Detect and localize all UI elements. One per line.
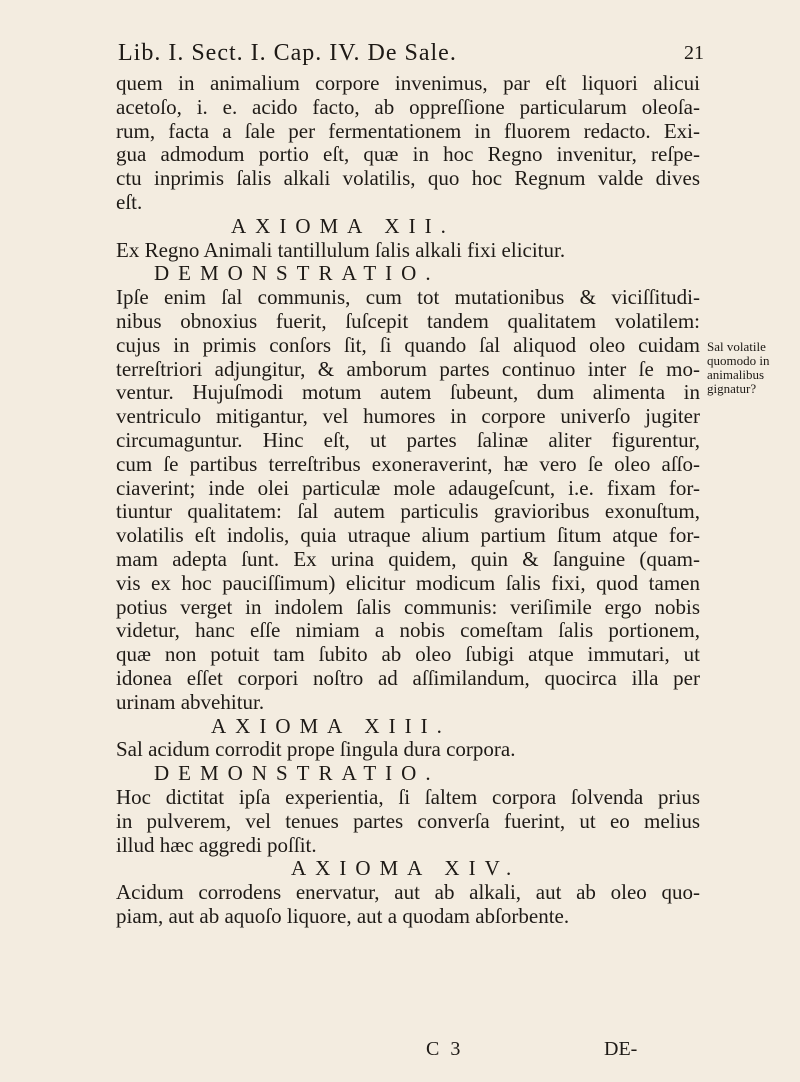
text-line: quæ non potuit tam ſubito ab oleo ſubigi atque immutari, ut bbox=[116, 642, 700, 667]
text-line: piam, aut ab aquoſo liquore, aut a quodam abſorbente. bbox=[116, 903, 570, 928]
text-line: Acidum corrodens enervatur, aut ab alkali, aut ab oleo quo- bbox=[116, 880, 700, 905]
signature-mark: C 3 bbox=[426, 1038, 464, 1060]
text-line: ciaverint; inde olei particulæ mole adaugeſcunt, i.e. fixam for- bbox=[116, 475, 700, 500]
text-line: circumaguntur. Hinc eſt, ut partes ſalinæ aliter figurentur, bbox=[116, 427, 700, 452]
text-line: potius verget in indolem ſalis communis: veriſimile ergo nobis bbox=[116, 594, 700, 619]
text-line: ctu inprimis ſalis alkali volatilis, quo hoc Regnum valde dives bbox=[116, 166, 700, 191]
text-line: rum, facta a ſale per fermentationem in fluorem redacto. Exi- bbox=[116, 118, 700, 143]
text-line: Hoc dictitat ipſa experientia, ſi ſaltem corpora ſolvenda prius bbox=[116, 784, 700, 809]
running-head: Lib. I. Sect. I. Cap. IV. De Sale. bbox=[118, 40, 457, 66]
text-line: cum ſe partibus terreſtribus exoneraverint, hæ vero ſe oleo aſſo- bbox=[116, 451, 700, 476]
section-heading: AXIOMA XIV. bbox=[291, 856, 521, 881]
text-line: Ex Regno Animali tantillulum ſalis alkali fixi elicitur. bbox=[116, 237, 566, 262]
text-line: acetoſo, i. e. acido facto, ab oppreſſione particularum oleoſa- bbox=[116, 94, 700, 119]
text-line: Sal acidum corrodit prope ſingula dura corpora. bbox=[116, 737, 516, 762]
margin-note-line: Sal volatile bbox=[707, 339, 766, 354]
text-line: ventur. Hujuſmodi motum autem ſubeunt, dum alimenta in bbox=[116, 380, 700, 405]
margin-note-line: gignatur? bbox=[707, 381, 757, 396]
text-line: vis ex hoc pauciſſimum) elicitur modicum ſalis fixi, quod tamen bbox=[116, 570, 700, 595]
margin-note bbox=[707, 340, 797, 396]
page-footer bbox=[0, 1038, 800, 1068]
text-line: tiuntur qualitatem: ſal autem particulis gravioribus exonuſtum, bbox=[116, 499, 700, 524]
text-line: mam adepta ſunt. Ex urina quidem, quin & ſanguine (quam- bbox=[116, 546, 700, 571]
section-heading: AXIOMA XIII. bbox=[211, 713, 451, 738]
body-text bbox=[116, 72, 700, 929]
text-line: illud hæc aggredi poſſit. bbox=[116, 832, 317, 857]
section-heading: DEMONSTRATIO. bbox=[154, 761, 440, 786]
margin-note-line: quomodo in bbox=[707, 353, 770, 368]
text-line: gua admodum portio eſt, quæ in hoc Regno invenitur, reſpe- bbox=[116, 142, 700, 167]
section-heading: AXIOMA XII. bbox=[231, 213, 455, 238]
text-line: quem in animalium corpore invenimus, par eſt liquori alicui bbox=[116, 71, 700, 95]
text-line: terreſtriori adjungitur, & amborum partes continuo inter ſe mo- bbox=[116, 356, 700, 381]
page-header bbox=[118, 40, 704, 70]
catchword: DE- bbox=[604, 1038, 638, 1060]
text-line: videtur, hanc eſſe nimiam a nobis comeſtam ſalis portionem, bbox=[116, 618, 700, 643]
text-line: Ipſe enim ſal communis, cum tot mutationibus & viciſſitudi- bbox=[116, 285, 700, 310]
text-line: nibus obnoxius fuerit, ſuſcepit tandem qualitatem volatilem: bbox=[116, 308, 700, 333]
text-line: in pulverem, vel tenues partes converſa fuerint, ut eo melius bbox=[116, 808, 700, 833]
text-line: eſt. bbox=[116, 189, 143, 214]
text-line: idonea eſſet corpori noſtro ad aſſimilandum, quocirca illa per bbox=[116, 665, 700, 690]
text-line: urinam abvehitur. bbox=[116, 689, 265, 714]
text-line: ventriculo mitigantur, vel humores in corpore univerſo jugiter bbox=[116, 404, 700, 429]
margin-note-line: animalibus bbox=[707, 367, 765, 382]
text-line: cujus in primis conſors ſit, ſi quando ſal aliquod oleo cuidam bbox=[116, 332, 700, 357]
section-heading: DEMONSTRATIO. bbox=[154, 261, 440, 286]
text-line: volatilis eſt indolis, quia utraque alium partium ſitum atque for- bbox=[116, 523, 700, 548]
page-number: 21 bbox=[684, 42, 704, 64]
